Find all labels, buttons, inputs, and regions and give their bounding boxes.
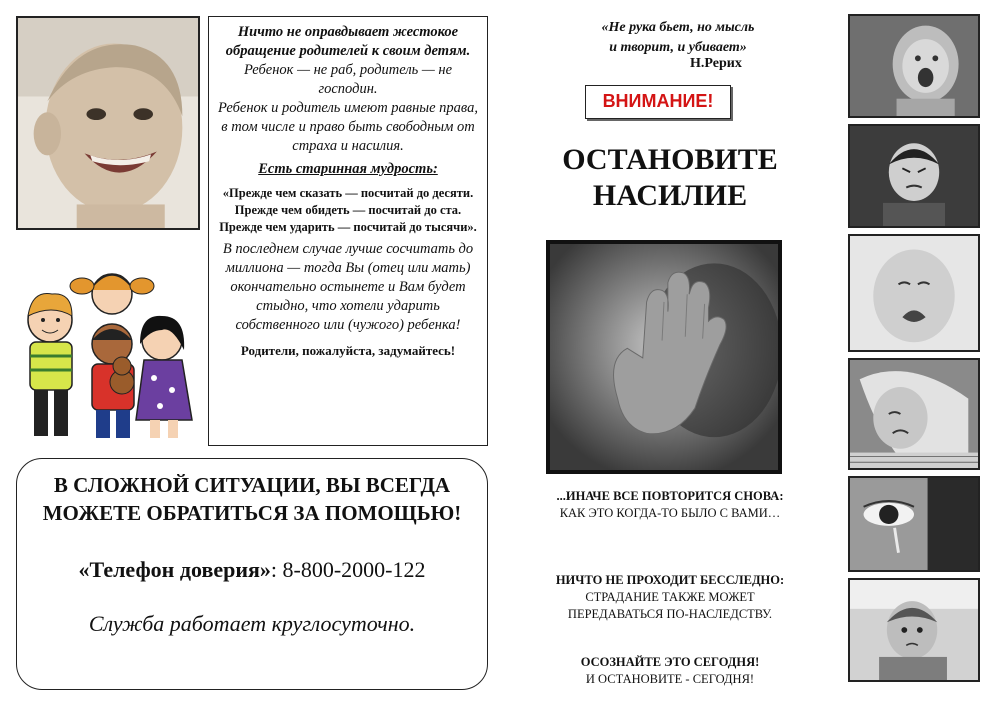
message-2-text: СТРАДАНИЕ ТАКЖЕ МОЖЕТ ПЕРЕДАВАТЬСЯ ПО-НАСЛЕДСТВУ. (567, 590, 773, 621)
epigraph-author: Н.Рерих (690, 56, 742, 71)
epigraph-line-2: и творит, и убивает» (609, 40, 747, 55)
message-block-2 (520, 572, 820, 623)
message-1-bold: ...ИНАЧЕ ВСЕ ПОВТОРИТСЯ СНОВА: (556, 489, 784, 503)
service-hours: Служба работает круглосуточно. (88, 611, 416, 636)
advice-paragraph-2: Ребенок и родитель имеют равные права, в том числе и право быть свободным от страха и насилия. (218, 100, 478, 154)
wisdom-line-1: «Прежде чем сказать — посчитай до десяти. (222, 186, 474, 200)
tearful-eye-photo (848, 476, 980, 572)
advice-lead: Ничто не оправдывает жестокое обращение родителей к своим детям. (225, 24, 471, 59)
advice-paragraph-1: Ребенок — не раб, родитель — не господин. (243, 62, 453, 97)
sad-boy-photo (848, 578, 980, 682)
message-block-3 (520, 654, 820, 688)
help-heading: В СЛОЖНОЙ СИТУАЦИИ, ВЫ ВСЕГДА МОЖЕТЕ ОБРАТИТЬСЯ ЗА ПОМОЩЬЮ! (42, 473, 462, 525)
angry-boy-photo (848, 124, 980, 228)
message-block-1 (520, 488, 820, 522)
crying-girl-photo (848, 358, 980, 470)
message-1-text: КАК ЭТО КОГДА-ТО БЫЛО С ВАМИ… (559, 506, 781, 520)
advice-closing: Родители, пожалуйста, задумайтесь! (240, 343, 456, 358)
main-title (520, 142, 820, 214)
cartoon-children-illustration (12, 260, 202, 445)
wisdom-line-2: Прежде чем обидеть — посчитай до ста. (234, 203, 462, 217)
helpline (31, 557, 473, 583)
helpline-separator: : (270, 557, 283, 582)
wisdom-quote (217, 185, 479, 236)
crying-baby-photo (848, 234, 980, 352)
helpline-number[interactable]: 8-800-2000-122 (282, 557, 426, 582)
main-title-line-1: ОСТАНОВИТЕ (562, 143, 778, 176)
main-title-line-2: НАСИЛИЕ (592, 179, 748, 212)
raised-hand-photo (546, 240, 782, 474)
attention-badge: ВНИМАНИЕ! (585, 85, 731, 119)
smiling-toddler-photo (16, 16, 200, 230)
screaming-child-photo (848, 14, 980, 118)
message-3-text: И ОСТАНОВИТЕ - СЕГОДНЯ! (585, 672, 755, 686)
wisdom-title: Есть старинная мудрость: (258, 161, 438, 177)
helpline-label: «Телефон доверия» (78, 557, 271, 582)
message-2-bold: НИЧТО НЕ ПРОХОДИТ БЕССЛЕДНО: (555, 573, 785, 587)
help-box (16, 458, 488, 690)
epigraph-line-1: «Не рука бьет, но мысль (601, 20, 755, 35)
advice-paragraph-3: В последнем случае лучше сосчитать до миллиона — тогда Вы (отец или мать) окончательно остынете и Вам будет стыдно, что хотели ударить собственного или (чужого) ребенка! (222, 241, 474, 333)
message-3-bold: ОСОЗНАЙТЕ ЭТО СЕГОДНЯ! (580, 655, 760, 669)
advice-text-box (208, 16, 488, 446)
epigraph (548, 18, 808, 58)
wisdom-line-3: Прежде чем ударить — посчитай до тысячи». (219, 220, 477, 234)
